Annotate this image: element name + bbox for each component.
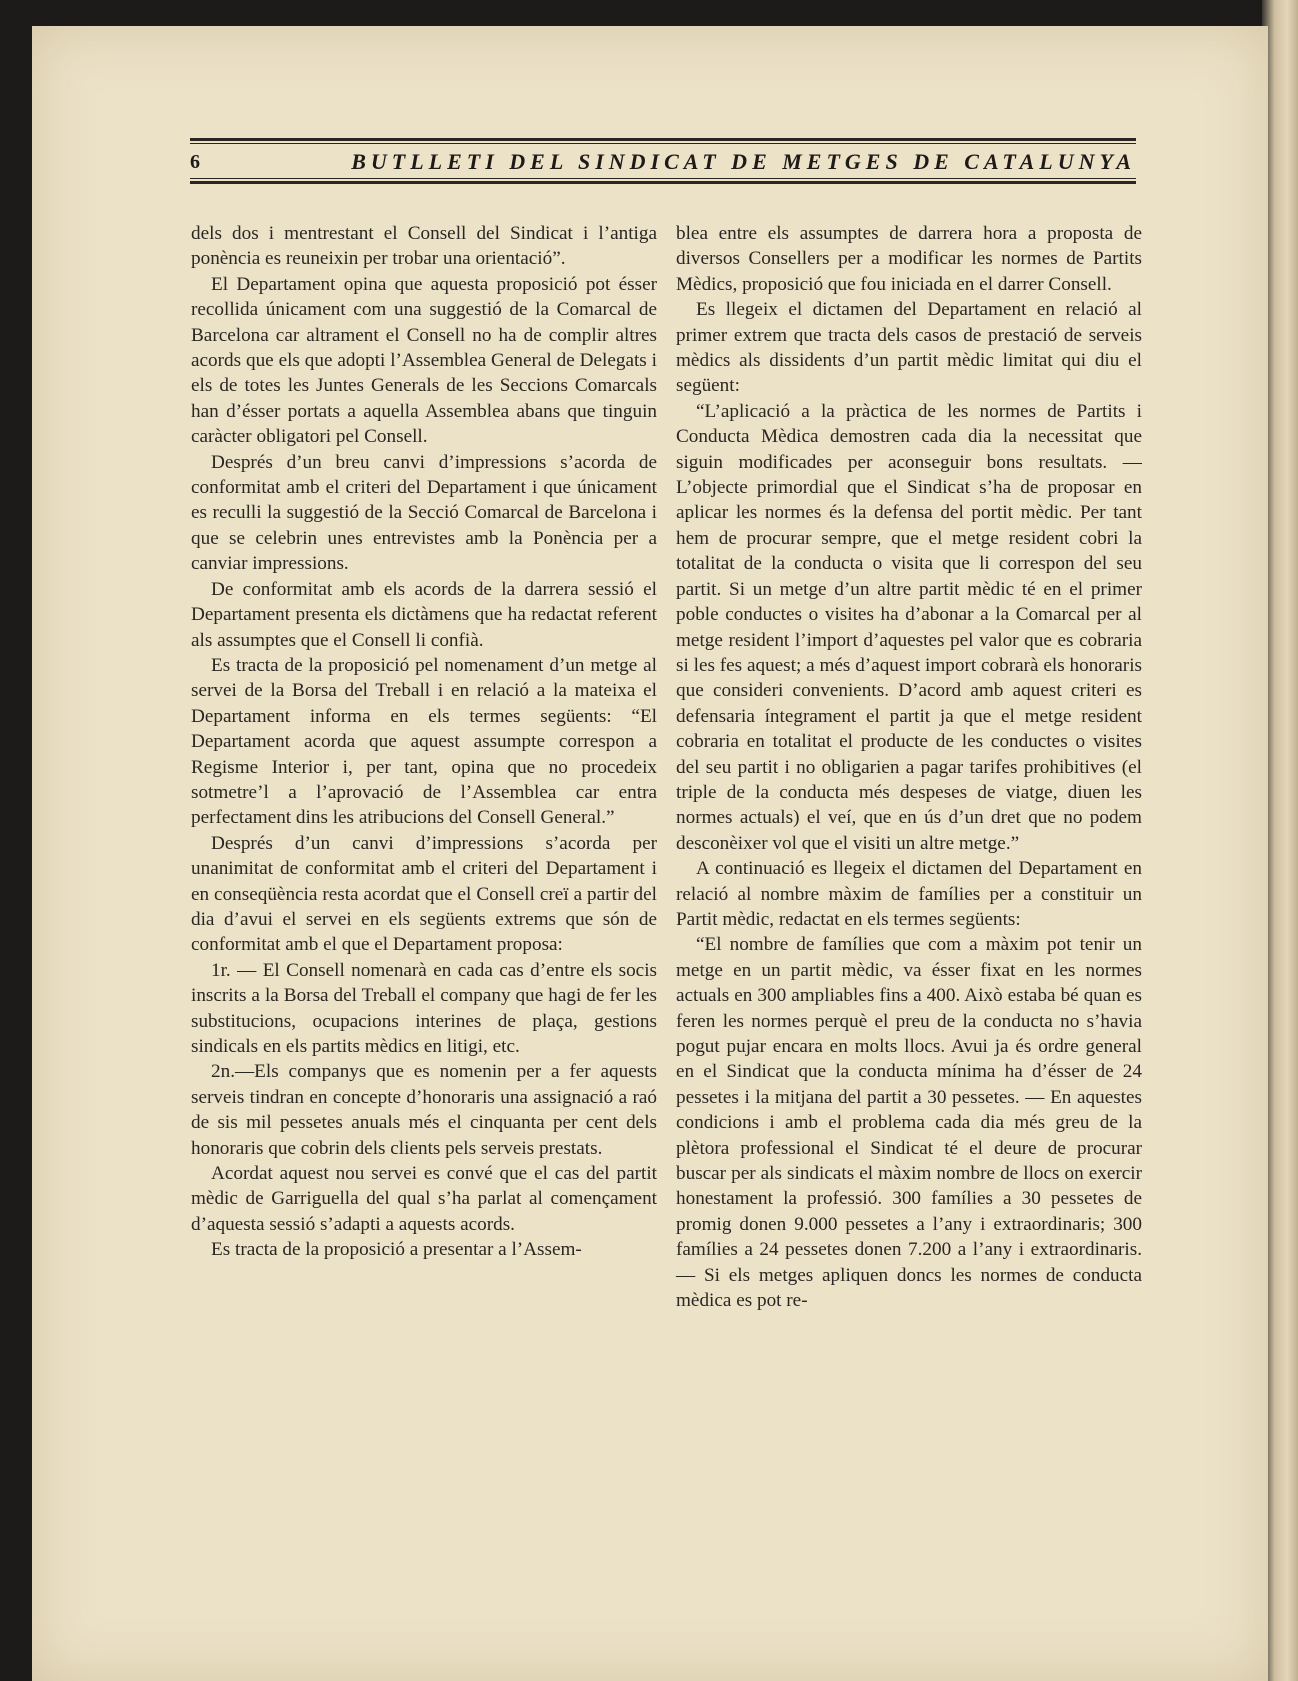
page-number: 6 — [190, 150, 200, 173]
header-rule-bottom — [190, 181, 1136, 184]
running-header — [190, 112, 1136, 192]
paragraph: Es llegeix el dictamen del Departament en relació al primer extrem que tracta dels casos de prestació de serveis mèdics als dissidents d’un partit mèdic limitat qui diu el següent: — [676, 299, 1142, 397]
paragraph: dels dos i mentrestant el Consell del Sindicat i l’antiga ponència es reuneixin per trobar una orientació”. — [191, 223, 657, 270]
paragraph: “El nombre de famílies que com a màxim pot tenir un metge en un partit mèdic, va ésser fixat en les normes actuals en 300 ampliables fins a 400. Això estaba bé quan es feren les normes perquè el preu de la conducta no s’havia pogut pujar encara en molts llocs. Avui ja és ordre general en el Sindicat que la conducta mínima ha d’ésser de 24 pessetes i la mitjana del partit a 30 pessetes. — En aquestes condicions i amb el problema cada dia més greu de la plètora professional el Sindicat té el deure de procurar buscar per als sindicats el màxim nombre de llocs on exercir honestament la professió. 300 famílies a 30 pessetes de promig donen 9.000 pessetes a l’any i extraordinaris; 300 famílies a 24 pessetes donen 7.200 a l’any i extraordinaris. — Si els metges apliquen doncs les normes de conducta mèdica es pot re- — [676, 934, 1142, 1312]
header-rule-top — [190, 138, 1136, 141]
header-row — [190, 149, 1136, 175]
header-rule-top-thin — [190, 143, 1136, 144]
paragraph: 1r. — El Consell nomenarà en cada cas d’entre els socis inscrits a la Borsa del Treball el company que hagi de fer les substitucions, ocupacions interines de plaça, gestions sindicals en els partits mèdics en litigi, etc. — [191, 959, 657, 1057]
paragraph: Acordat aquest nou servei es convé que el cas del partit mèdic de Garriguella del qual s’ha parlat al començament d’aquesta sessió s’adapti a aquests acords. — [191, 1163, 657, 1235]
journal-title: BUTLLETI DEL SINDICAT DE METGES DE CATALUNYA — [351, 149, 1136, 174]
paragraph: El Departament opina que aquesta proposició pot ésser recollida únicament com una suggestió de la Comarcal de Barcelona car altrament el Consell no ha de complir altres acords que els que adopti l’Assemblea General de Delegats i els de totes les Juntes Generals de les Seccions Comarcals han d’ésser portats a aquella Assemblea abans que tinguin caràcter obligatori pel Consell. — [191, 273, 657, 448]
header-rule-bottom-thin — [190, 178, 1136, 179]
paragraph: De conformitat amb els acords de la darrera sessió el Departament presenta els dictàmens que ha redactat referent als assumptes que el Consell li confià. — [191, 578, 657, 651]
paragraph: Es tracta de la proposició a presentar a l’Assem- — [211, 1239, 582, 1261]
paragraph: “L’aplicació a la pràctica de les normes de Partits i Conducta Mèdica demostren cada dia la necessitat que siguin modificades per aconseguir bons resultats. — L’objecte primordial que el Sindicat s’ha de proposar en aplicar les normes és la defensa del portit mèdic. Per tant hem de procurar sempre, que el metge resident cobri la totalitat de la conducta o visita que li correspon del seu partit. Si un metge d’un altre partit mèdic té en el primer poble conductes o visites ha d’abonar a la Comarcal per al metge resident l’import d’aquestes pel valor que es cobraria si les fes aquest; a més d’aquest import cobrarà els honoraris que consideri convenients. D’acord amb aquest criteri es defensaria íntegrament el partit ja que el metge resident cobraria en totalitat el producte de les conductes o visites del seu partit i no obligarien a pagar tarifes prohibitives (el triple de la conducta més despeses de viatge, diuen les normes actuals) el veí, que en ús d’un dret que no podem desconèixer vol que el visiti un altre metge.” — [676, 400, 1142, 854]
paragraph: blea entre els assumptes de darrera hora a proposta de diversos Consellers per a modificar les normes de Partits Mèdics, proposició que fou iniciada en el darrer Consell. — [676, 223, 1142, 295]
text-column-left — [191, 221, 657, 1263]
paragraph: Es tracta de la proposició pel nomenament d’un metge al servei de la Borsa del Treball i en relació a la mateixa el Departament informa en els termes següents: “El Departament acorda que aquest assumpte correspon a Regisme Interior i, per tant, opina que no procedeix sotmetre’l a l’aprovació de l’Assemblea car entra perfectament dins les atribucions del Consell General.” — [191, 654, 657, 829]
paragraph: A continuació es llegeix el dictamen del Departament en relació al nombre màxim de famílies per a constituir un Partit mèdic, redactat en els termes següents: — [676, 858, 1142, 930]
text-column-right — [676, 221, 1142, 1313]
paragraph: Després d’un canvi d’impressions s’acorda per unanimitat de conformitat amb el criteri del Departament i en conseqüència resta acordat que el Consell creï a partir del dia d’avui el servei en els següents extrems que són de conformitat amb el que el Departament proposa: — [191, 832, 657, 956]
paragraph: Després d’un breu canvi d’impressions s’acorda de conformitat amb el criteri del Departament i que únicament es reculli la suggestió de la Secció Comarcal de Barcelona i que se celebrin unes entrevistes amb la Ponència per a canviar impressions. — [191, 451, 657, 575]
paragraph: 2n.—Els companys que es nomenin per a fer aquests serveis tindran en concepte d’honoraris una assignació a raó de sis mil pessetes anuals més el cinquanta per cent dels honoraris que cobrin dels clients pels serveis prestats. — [191, 1061, 657, 1159]
